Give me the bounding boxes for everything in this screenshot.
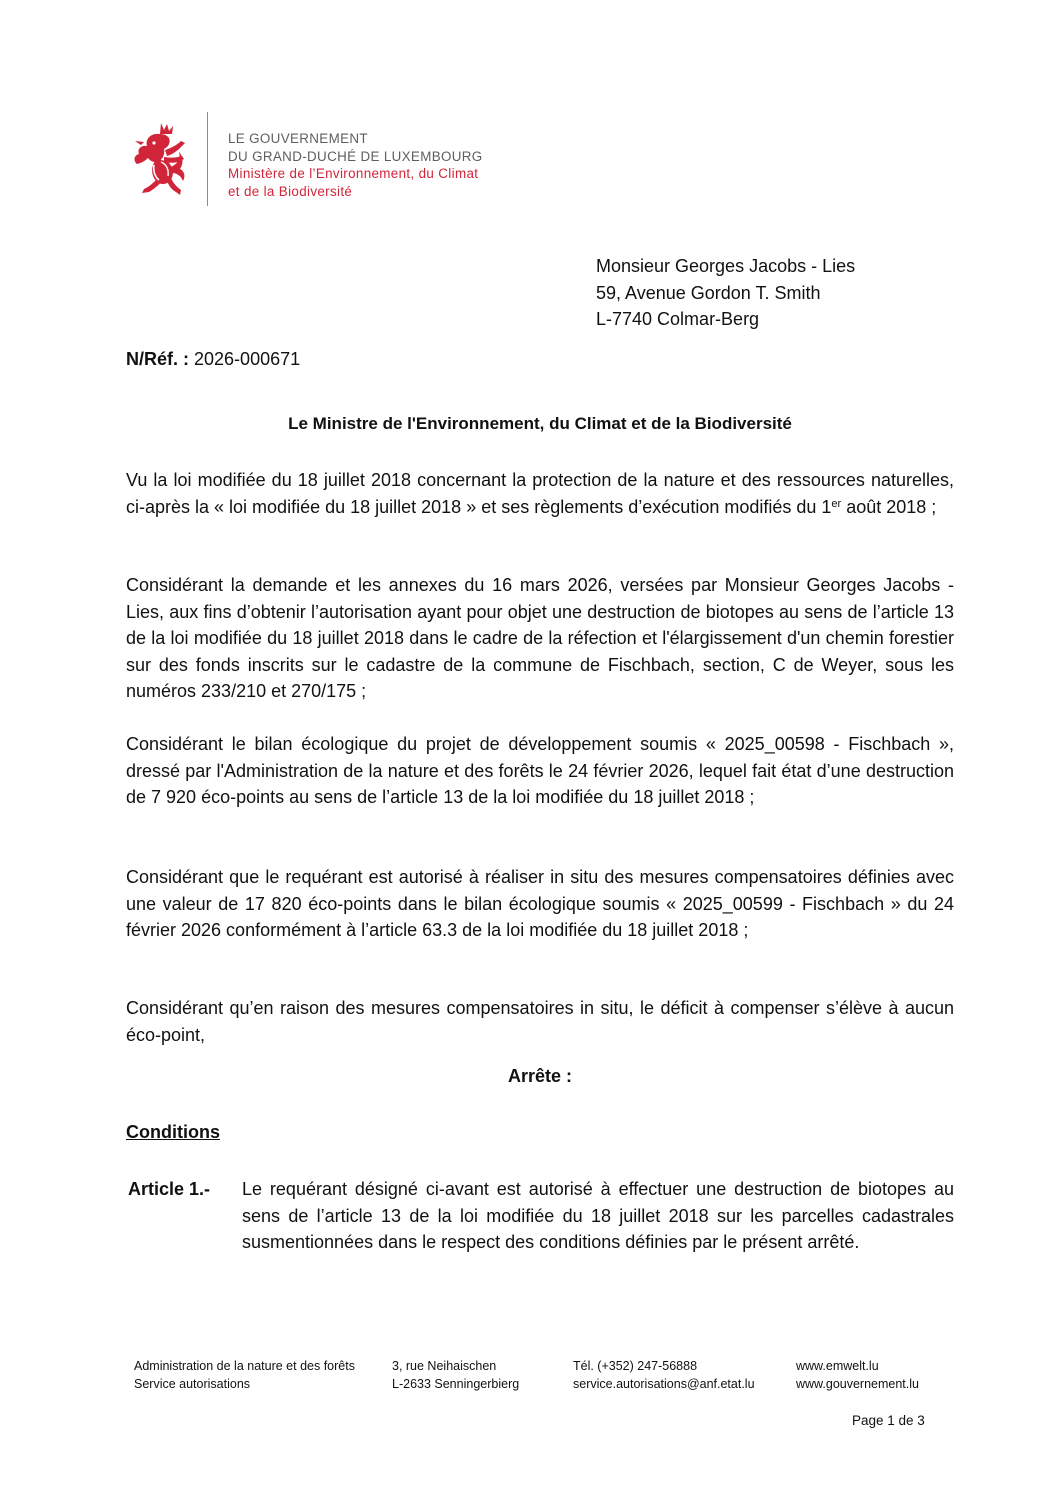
reference-line <box>126 347 300 371</box>
footer-address <box>392 1358 519 1393</box>
paragraph-considerant-bilan: Considérant le bilan écologique du projet de développement soumis « 2025_00598 - Fischbach », dressé par l'Administration de la nature et des forêts le 24 février 2026, lequel fait état d’une destruction de 7 920 éco-points au sens de l’article 13 de la loi modifiée du 18 juillet 2018 ; <box>126 734 954 807</box>
footer-website-emwelt: www.emwelt.lu <box>796 1359 879 1373</box>
luxembourg-lion-logo-icon <box>131 121 189 197</box>
footer-phone: Tél. (+352) 247-56888 <box>573 1359 698 1373</box>
footer-administration <box>134 1358 355 1393</box>
footer-email: service.autorisations@anf.etat.lu <box>573 1376 755 1391</box>
recipient-city: L-7740 Colmar-Berg <box>596 309 760 329</box>
arrete-heading: Arrête : <box>507 1066 573 1086</box>
footer-admin-name: Administration de la nature et des forêts <box>134 1359 355 1373</box>
footer-contact <box>573 1358 755 1393</box>
footer-service-name: Service autorisations <box>134 1376 251 1391</box>
paragraph-considerant-mesures: Considérant que le requérant est autorisé à réaliser in situ des mesures compensatoires définies avec une valeur de 17 820 éco-points dans le bilan écologique soumis « 2025_00599 - Fischbach » du 24 février 2026 conformément à l’article 63.3 de la loi modifiée du 18 juillet 2018 ; <box>126 867 954 940</box>
letterhead-line-1: LE GOUVERNEMENT <box>228 131 368 146</box>
reference-label: N/Réf. : <box>126 349 189 369</box>
ministry-name-line-1: Ministère de l’Environnement, du Climat <box>228 166 479 182</box>
article-1-text: Le requérant désigné ci-avant est autorisé à effectuer une destruction de biotopes au sens de l’article 13 de la loi modifiée du 18 juillet 2018 sur les parcelles cadastrales susmentionnées dans le respect des conditions définies par le présent arrêté. <box>242 1179 954 1252</box>
logo-divider <box>207 112 208 206</box>
footer-websites <box>796 1358 919 1393</box>
article-1-label: Article 1.- <box>128 1179 211 1199</box>
footer-street: 3, rue Neihaischen <box>392 1359 497 1373</box>
page-number: Page 1 de 3 <box>852 1413 925 1428</box>
recipient-name: Monsieur Georges Jacobs - Lies <box>596 256 856 276</box>
letterhead-line-2: DU GRAND-DUCHÉ DE LUXEMBOURG <box>228 148 483 164</box>
document-title: Le Ministre de l'Environnement, du Climat et de la Biodiversité <box>288 414 792 433</box>
footer-website-gouvernement: www.gouvernement.lu <box>796 1376 919 1391</box>
paragraph-considerant-demande: Considérant la demande et les annexes du 16 mars 2026, versées par Monsieur Georges Jacobs - Lies, aux fins d’obtenir l’autorisation ayant pour objet une destruction de biotopes au sens de l’article 13 de la loi modifiée du 18 juillet 2018 dans le cadre de la réfection et l'élargissement d'un chemin forestier sur des fonds inscrits sur le cadastre de la commune de Fischbach, section, C de Weyer, sous les numéros 233/210 et 270/175 ; <box>126 575 954 701</box>
ministry-name-line-2: et de la Biodiversité <box>228 183 353 199</box>
paragraph-1-end: août 2018 ; <box>841 496 937 517</box>
footer-postcode: L-2633 Senningerbierg <box>392 1376 520 1391</box>
paragraph-considerant-deficit: Considérant qu’en raison des mesures compensatoires in situ, le déficit à compenser s’élève à aucun éco-point, <box>126 998 954 1045</box>
government-letterhead <box>228 130 483 200</box>
recipient-street: 59, Avenue Gordon T. Smith <box>596 282 821 303</box>
paragraph-1-main: Vu la loi modifiée du 18 juillet 2018 concernant la protection de la nature et des ressources naturelles, ci-après la « loi modifiée du 18 juillet 2018 » et ses règlements d’exécution modifiés du 1 <box>126 470 954 517</box>
conditions-heading: Conditions <box>126 1122 220 1142</box>
paragraph-vu-la-loi <box>126 467 954 520</box>
recipient-address <box>596 253 855 333</box>
paragraph-1-superscript: er <box>831 497 842 510</box>
reference-value: 2026-000671 <box>194 349 301 369</box>
